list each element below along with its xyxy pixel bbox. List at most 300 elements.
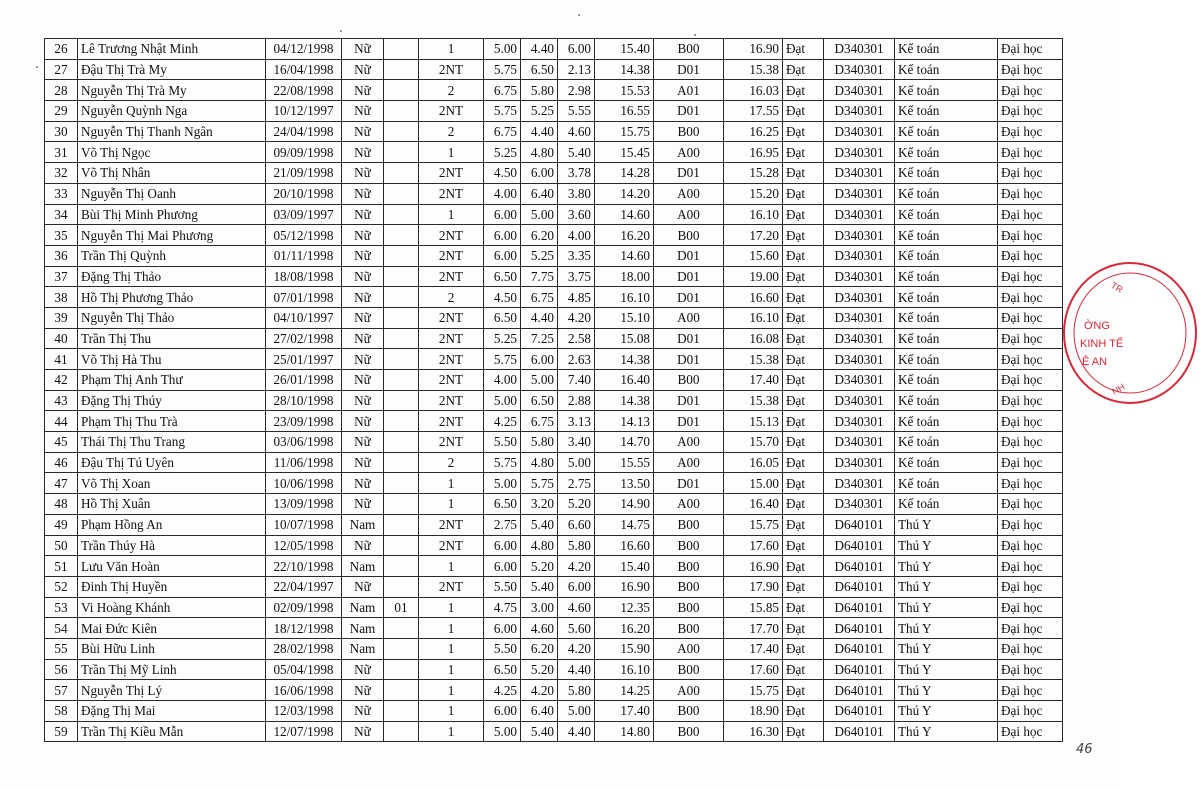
cell-education-level: Đại học bbox=[998, 328, 1063, 349]
cell-subject-2-score: 6.75 bbox=[521, 411, 558, 432]
cell-subject-2-score: 6.75 bbox=[521, 287, 558, 308]
cell-region: 2NT bbox=[419, 245, 484, 266]
table-row bbox=[45, 370, 1063, 391]
cell-subject-1-score: 5.75 bbox=[484, 59, 521, 80]
cell-region: 2NT bbox=[419, 183, 484, 204]
cell-priority-group bbox=[384, 452, 419, 473]
cell-priority-group bbox=[384, 266, 419, 287]
cell-result: Đạt bbox=[783, 432, 824, 453]
cell-subject-2-score: 4.60 bbox=[521, 618, 558, 639]
cell-education-level: Đại học bbox=[998, 514, 1063, 535]
cell-birth-date: 16/04/1998 bbox=[266, 59, 342, 80]
cell-subject-2-score: 6.00 bbox=[521, 349, 558, 370]
cell-total-score: 14.75 bbox=[595, 514, 654, 535]
cell-major-name: Kế toán bbox=[895, 473, 998, 494]
cell-final-score: 16.95 bbox=[724, 142, 783, 163]
cell-birth-date: 12/07/1998 bbox=[266, 721, 342, 742]
cell-stt: 46 bbox=[45, 452, 78, 473]
cell-subject-2-score: 5.80 bbox=[521, 432, 558, 453]
cell-result: Đạt bbox=[783, 225, 824, 246]
cell-gender: Nữ bbox=[342, 721, 384, 742]
cell-total-score: 16.20 bbox=[595, 618, 654, 639]
cell-subject-block: D01 bbox=[654, 101, 724, 122]
cell-education-level: Đại học bbox=[998, 411, 1063, 432]
cell-subject-1-score: 5.75 bbox=[484, 101, 521, 122]
cell-birth-date: 10/07/1998 bbox=[266, 514, 342, 535]
cell-result: Đạt bbox=[783, 142, 824, 163]
cell-education-level: Đại học bbox=[998, 370, 1063, 391]
cell-region: 2 bbox=[419, 452, 484, 473]
cell-result: Đạt bbox=[783, 597, 824, 618]
cell-major-code: D640101 bbox=[824, 618, 895, 639]
table-row bbox=[45, 59, 1063, 80]
cell-major-name: Kế toán bbox=[895, 349, 998, 370]
cell-major-name: Kế toán bbox=[895, 432, 998, 453]
cell-total-score: 14.28 bbox=[595, 163, 654, 184]
cell-stt: 27 bbox=[45, 59, 78, 80]
cell-region: 2NT bbox=[419, 535, 484, 556]
cell-gender: Nữ bbox=[342, 142, 384, 163]
cell-education-level: Đại học bbox=[998, 452, 1063, 473]
cell-major-code: D340301 bbox=[824, 80, 895, 101]
cell-major-code: D340301 bbox=[824, 183, 895, 204]
cell-gender: Nữ bbox=[342, 473, 384, 494]
cell-region: 2NT bbox=[419, 576, 484, 597]
table-row bbox=[45, 163, 1063, 184]
cell-subject-1-score: 5.00 bbox=[484, 390, 521, 411]
cell-stt: 56 bbox=[45, 659, 78, 680]
cell-priority-group bbox=[384, 370, 419, 391]
cell-birth-date: 04/10/1997 bbox=[266, 307, 342, 328]
cell-result: Đạt bbox=[783, 556, 824, 577]
cell-stt: 57 bbox=[45, 680, 78, 701]
cell-major-code: D640101 bbox=[824, 701, 895, 722]
cell-birth-date: 11/06/1998 bbox=[266, 452, 342, 473]
cell-birth-date: 28/10/1998 bbox=[266, 390, 342, 411]
cell-subject-block: B00 bbox=[654, 535, 724, 556]
cell-final-score: 16.40 bbox=[724, 494, 783, 515]
cell-major-code: D340301 bbox=[824, 266, 895, 287]
cell-total-score: 13.50 bbox=[595, 473, 654, 494]
cell-region: 1 bbox=[419, 597, 484, 618]
cell-education-level: Đại học bbox=[998, 721, 1063, 742]
cell-final-score: 15.38 bbox=[724, 390, 783, 411]
cell-full-name: Trần Thị Kiều Mẫn bbox=[78, 721, 266, 742]
cell-major-code: D340301 bbox=[824, 494, 895, 515]
cell-result: Đạt bbox=[783, 163, 824, 184]
cell-gender: Nữ bbox=[342, 121, 384, 142]
cell-subject-1-score: 4.25 bbox=[484, 411, 521, 432]
cell-subject-2-score: 3.00 bbox=[521, 597, 558, 618]
cell-region: 1 bbox=[419, 638, 484, 659]
cell-stt: 42 bbox=[45, 370, 78, 391]
cell-final-score: 16.03 bbox=[724, 80, 783, 101]
cell-stt: 47 bbox=[45, 473, 78, 494]
cell-major-name: Kế toán bbox=[895, 287, 998, 308]
cell-education-level: Đại học bbox=[998, 618, 1063, 639]
cell-final-score: 15.28 bbox=[724, 163, 783, 184]
cell-full-name: Trần Thúy Hà bbox=[78, 535, 266, 556]
cell-region: 1 bbox=[419, 494, 484, 515]
table-row bbox=[45, 556, 1063, 577]
cell-full-name: Võ Thị Xoan bbox=[78, 473, 266, 494]
cell-gender: Nữ bbox=[342, 266, 384, 287]
cell-stt: 43 bbox=[45, 390, 78, 411]
cell-education-level: Đại học bbox=[998, 701, 1063, 722]
cell-education-level: Đại học bbox=[998, 245, 1063, 266]
cell-subject-2-score: 6.50 bbox=[521, 390, 558, 411]
cell-birth-date: 21/09/1998 bbox=[266, 163, 342, 184]
table-row bbox=[45, 121, 1063, 142]
cell-subject-2-score: 7.25 bbox=[521, 328, 558, 349]
cell-total-score: 14.80 bbox=[595, 721, 654, 742]
cell-total-score: 14.70 bbox=[595, 432, 654, 453]
cell-subject-2-score: 4.20 bbox=[521, 680, 558, 701]
cell-priority-group bbox=[384, 556, 419, 577]
red-seal-stamp bbox=[1060, 258, 1200, 408]
cell-region: 2NT bbox=[419, 432, 484, 453]
cell-full-name: Đậu Thị Tú Uyên bbox=[78, 452, 266, 473]
scan-speck bbox=[578, 14, 580, 16]
cell-major-code: D340301 bbox=[824, 245, 895, 266]
table-row bbox=[45, 701, 1063, 722]
cell-birth-date: 26/01/1998 bbox=[266, 370, 342, 391]
cell-major-code: D640101 bbox=[824, 597, 895, 618]
cell-education-level: Đại học bbox=[998, 225, 1063, 246]
cell-major-code: D640101 bbox=[824, 556, 895, 577]
cell-subject-2-score: 5.40 bbox=[521, 721, 558, 742]
cell-gender: Nam bbox=[342, 618, 384, 639]
cell-priority-group bbox=[384, 390, 419, 411]
cell-gender: Nữ bbox=[342, 245, 384, 266]
cell-major-name: Kế toán bbox=[895, 328, 998, 349]
table-row bbox=[45, 245, 1063, 266]
cell-major-name: Thú Y bbox=[895, 597, 998, 618]
cell-priority-group bbox=[384, 328, 419, 349]
cell-major-name: Kế toán bbox=[895, 245, 998, 266]
cell-subject-2-score: 5.20 bbox=[521, 556, 558, 577]
cell-result: Đạt bbox=[783, 514, 824, 535]
cell-gender: Nữ bbox=[342, 411, 384, 432]
cell-final-score: 17.60 bbox=[724, 535, 783, 556]
cell-subject-3-score: 5.80 bbox=[558, 535, 595, 556]
cell-subject-2-score: 4.80 bbox=[521, 535, 558, 556]
cell-region: 1 bbox=[419, 204, 484, 225]
cell-birth-date: 05/12/1998 bbox=[266, 225, 342, 246]
cell-result: Đạt bbox=[783, 287, 824, 308]
cell-birth-date: 22/04/1997 bbox=[266, 576, 342, 597]
cell-subject-3-score: 3.78 bbox=[558, 163, 595, 184]
cell-gender: Nữ bbox=[342, 183, 384, 204]
cell-subject-2-score: 4.40 bbox=[521, 39, 558, 60]
cell-subject-1-score: 5.25 bbox=[484, 328, 521, 349]
cell-major-name: Thú Y bbox=[895, 721, 998, 742]
cell-subject-3-score: 5.60 bbox=[558, 618, 595, 639]
cell-major-name: Kế toán bbox=[895, 121, 998, 142]
cell-final-score: 15.38 bbox=[724, 59, 783, 80]
cell-subject-3-score: 3.35 bbox=[558, 245, 595, 266]
cell-birth-date: 10/12/1997 bbox=[266, 101, 342, 122]
cell-subject-block: B00 bbox=[654, 597, 724, 618]
cell-region: 2NT bbox=[419, 101, 484, 122]
cell-final-score: 15.75 bbox=[724, 680, 783, 701]
cell-full-name: Trần Thị Mỹ Linh bbox=[78, 659, 266, 680]
cell-major-name: Thú Y bbox=[895, 701, 998, 722]
cell-priority-group bbox=[384, 183, 419, 204]
cell-education-level: Đại học bbox=[998, 576, 1063, 597]
cell-total-score: 14.38 bbox=[595, 59, 654, 80]
stamp-text-fragment: ỜNG bbox=[1084, 320, 1110, 332]
cell-result: Đạt bbox=[783, 721, 824, 742]
cell-full-name: Bùi Thị Minh Phương bbox=[78, 204, 266, 225]
cell-education-level: Đại học bbox=[998, 142, 1063, 163]
cell-subject-3-score: 4.85 bbox=[558, 287, 595, 308]
cell-birth-date: 07/01/1998 bbox=[266, 287, 342, 308]
cell-subject-block: D01 bbox=[654, 245, 724, 266]
cell-region: 2NT bbox=[419, 514, 484, 535]
cell-subject-block: A00 bbox=[654, 494, 724, 515]
cell-gender: Nam bbox=[342, 597, 384, 618]
cell-priority-group bbox=[384, 432, 419, 453]
cell-full-name: Đặng Thị Thảo bbox=[78, 266, 266, 287]
cell-education-level: Đại học bbox=[998, 494, 1063, 515]
cell-subject-2-score: 6.00 bbox=[521, 163, 558, 184]
cell-total-score: 16.60 bbox=[595, 535, 654, 556]
cell-result: Đạt bbox=[783, 39, 824, 60]
cell-birth-date: 13/09/1998 bbox=[266, 494, 342, 515]
cell-subject-3-score: 7.40 bbox=[558, 370, 595, 391]
cell-subject-2-score: 4.40 bbox=[521, 307, 558, 328]
cell-birth-date: 03/06/1998 bbox=[266, 432, 342, 453]
cell-subject-block: B00 bbox=[654, 659, 724, 680]
scan-speck bbox=[36, 66, 38, 68]
cell-stt: 48 bbox=[45, 494, 78, 515]
cell-major-code: D640101 bbox=[824, 535, 895, 556]
cell-result: Đạt bbox=[783, 576, 824, 597]
cell-full-name: Nguyễn Thị Mai Phương bbox=[78, 225, 266, 246]
cell-subject-3-score: 5.55 bbox=[558, 101, 595, 122]
table-row bbox=[45, 494, 1063, 515]
cell-result: Đạt bbox=[783, 101, 824, 122]
cell-subject-3-score: 4.20 bbox=[558, 556, 595, 577]
cell-region: 1 bbox=[419, 618, 484, 639]
cell-subject-3-score: 2.75 bbox=[558, 473, 595, 494]
cell-final-score: 16.10 bbox=[724, 204, 783, 225]
cell-subject-1-score: 5.00 bbox=[484, 721, 521, 742]
cell-full-name: Nguyễn Thị Thanh Ngân bbox=[78, 121, 266, 142]
cell-subject-2-score: 5.25 bbox=[521, 101, 558, 122]
cell-subject-3-score: 5.20 bbox=[558, 494, 595, 515]
table-row bbox=[45, 266, 1063, 287]
cell-gender: Nữ bbox=[342, 59, 384, 80]
cell-major-code: D340301 bbox=[824, 204, 895, 225]
cell-region: 2NT bbox=[419, 349, 484, 370]
cell-full-name: Đậu Thị Trà My bbox=[78, 59, 266, 80]
cell-final-score: 16.05 bbox=[724, 452, 783, 473]
cell-priority-group bbox=[384, 411, 419, 432]
cell-subject-1-score: 5.00 bbox=[484, 39, 521, 60]
cell-major-name: Kế toán bbox=[895, 183, 998, 204]
cell-stt: 32 bbox=[45, 163, 78, 184]
cell-subject-1-score: 4.75 bbox=[484, 597, 521, 618]
cell-subject-3-score: 4.20 bbox=[558, 307, 595, 328]
cell-result: Đạt bbox=[783, 80, 824, 101]
cell-gender: Nam bbox=[342, 556, 384, 577]
cell-subject-2-score: 6.40 bbox=[521, 701, 558, 722]
cell-priority-group bbox=[384, 225, 419, 246]
table-row bbox=[45, 597, 1063, 618]
cell-priority-group bbox=[384, 142, 419, 163]
table-row bbox=[45, 183, 1063, 204]
cell-education-level: Đại học bbox=[998, 121, 1063, 142]
cell-subject-1-score: 6.00 bbox=[484, 245, 521, 266]
cell-result: Đạt bbox=[783, 307, 824, 328]
cell-priority-group bbox=[384, 576, 419, 597]
cell-major-name: Thú Y bbox=[895, 556, 998, 577]
cell-education-level: Đại học bbox=[998, 638, 1063, 659]
handwritten-page-number: 46 bbox=[1076, 742, 1093, 757]
cell-stt: 30 bbox=[45, 121, 78, 142]
cell-subject-2-score: 5.75 bbox=[521, 473, 558, 494]
table-row bbox=[45, 307, 1063, 328]
cell-birth-date: 27/02/1998 bbox=[266, 328, 342, 349]
cell-gender: Nữ bbox=[342, 328, 384, 349]
cell-subject-2-score: 5.20 bbox=[521, 659, 558, 680]
cell-education-level: Đại học bbox=[998, 659, 1063, 680]
admission-results-table bbox=[44, 38, 1063, 742]
cell-gender: Nữ bbox=[342, 307, 384, 328]
cell-birth-date: 02/09/1998 bbox=[266, 597, 342, 618]
cell-final-score: 15.13 bbox=[724, 411, 783, 432]
cell-priority-group bbox=[384, 514, 419, 535]
cell-result: Đạt bbox=[783, 59, 824, 80]
cell-major-code: D340301 bbox=[824, 328, 895, 349]
cell-subject-block: D01 bbox=[654, 390, 724, 411]
cell-major-code: D340301 bbox=[824, 307, 895, 328]
cell-birth-date: 03/09/1997 bbox=[266, 204, 342, 225]
cell-subject-2-score: 6.20 bbox=[521, 225, 558, 246]
cell-region: 1 bbox=[419, 701, 484, 722]
cell-gender: Nữ bbox=[342, 163, 384, 184]
cell-subject-1-score: 6.50 bbox=[484, 659, 521, 680]
cell-birth-date: 01/11/1998 bbox=[266, 245, 342, 266]
cell-birth-date: 23/09/1998 bbox=[266, 411, 342, 432]
cell-result: Đạt bbox=[783, 638, 824, 659]
cell-priority-group bbox=[384, 535, 419, 556]
cell-subject-1-score: 6.75 bbox=[484, 80, 521, 101]
cell-stt: 36 bbox=[45, 245, 78, 266]
cell-stt: 38 bbox=[45, 287, 78, 308]
cell-result: Đạt bbox=[783, 680, 824, 701]
cell-major-name: Kế toán bbox=[895, 266, 998, 287]
cell-major-name: Thú Y bbox=[895, 576, 998, 597]
cell-subject-2-score: 7.75 bbox=[521, 266, 558, 287]
cell-subject-2-score: 5.80 bbox=[521, 80, 558, 101]
cell-major-code: D340301 bbox=[824, 390, 895, 411]
cell-stt: 59 bbox=[45, 721, 78, 742]
table-row bbox=[45, 142, 1063, 163]
cell-education-level: Đại học bbox=[998, 59, 1063, 80]
cell-full-name: Thái Thị Thu Trang bbox=[78, 432, 266, 453]
cell-stt: 41 bbox=[45, 349, 78, 370]
cell-subject-3-score: 6.00 bbox=[558, 39, 595, 60]
cell-birth-date: 28/02/1998 bbox=[266, 638, 342, 659]
cell-stt: 34 bbox=[45, 204, 78, 225]
cell-major-name: Thú Y bbox=[895, 514, 998, 535]
stamp-text-fragment: NH bbox=[1110, 381, 1127, 397]
cell-gender: Nam bbox=[342, 514, 384, 535]
cell-major-code: D340301 bbox=[824, 121, 895, 142]
table-row bbox=[45, 576, 1063, 597]
cell-stt: 33 bbox=[45, 183, 78, 204]
cell-total-score: 16.10 bbox=[595, 659, 654, 680]
cell-birth-date: 24/04/1998 bbox=[266, 121, 342, 142]
cell-major-name: Kế toán bbox=[895, 411, 998, 432]
cell-subject-1-score: 4.50 bbox=[484, 163, 521, 184]
cell-final-score: 15.85 bbox=[724, 597, 783, 618]
cell-major-code: D340301 bbox=[824, 349, 895, 370]
cell-result: Đạt bbox=[783, 204, 824, 225]
cell-total-score: 14.60 bbox=[595, 245, 654, 266]
cell-full-name: Võ Thị Nhân bbox=[78, 163, 266, 184]
cell-subject-1-score: 5.50 bbox=[484, 576, 521, 597]
cell-final-score: 16.90 bbox=[724, 39, 783, 60]
cell-birth-date: 18/08/1998 bbox=[266, 266, 342, 287]
cell-result: Đạt bbox=[783, 659, 824, 680]
table-row bbox=[45, 349, 1063, 370]
stamp-text-fragment: KINH TẾ bbox=[1080, 338, 1124, 350]
cell-region: 2NT bbox=[419, 370, 484, 391]
cell-subject-2-score: 4.80 bbox=[521, 452, 558, 473]
cell-full-name: Đặng Thị Mai bbox=[78, 701, 266, 722]
cell-education-level: Đại học bbox=[998, 680, 1063, 701]
cell-subject-3-score: 4.00 bbox=[558, 225, 595, 246]
cell-full-name: Nguyễn Thị Lý bbox=[78, 680, 266, 701]
cell-subject-1-score: 6.00 bbox=[484, 618, 521, 639]
cell-full-name: Hồ Thị Xuân bbox=[78, 494, 266, 515]
cell-region: 2NT bbox=[419, 307, 484, 328]
cell-subject-3-score: 4.40 bbox=[558, 721, 595, 742]
cell-full-name: Trần Thị Thu bbox=[78, 328, 266, 349]
cell-education-level: Đại học bbox=[998, 535, 1063, 556]
cell-full-name: Phạm Thị Thu Trà bbox=[78, 411, 266, 432]
cell-region: 1 bbox=[419, 721, 484, 742]
table-row bbox=[45, 80, 1063, 101]
table-row bbox=[45, 680, 1063, 701]
cell-major-code: D340301 bbox=[824, 59, 895, 80]
cell-final-score: 15.75 bbox=[724, 514, 783, 535]
table-row bbox=[45, 432, 1063, 453]
cell-education-level: Đại học bbox=[998, 80, 1063, 101]
cell-subject-block: A00 bbox=[654, 432, 724, 453]
cell-gender: Nữ bbox=[342, 390, 384, 411]
cell-subject-2-score: 5.25 bbox=[521, 245, 558, 266]
cell-final-score: 17.90 bbox=[724, 576, 783, 597]
cell-subject-1-score: 6.00 bbox=[484, 556, 521, 577]
cell-priority-group bbox=[384, 59, 419, 80]
cell-subject-1-score: 6.00 bbox=[484, 204, 521, 225]
cell-gender: Nữ bbox=[342, 39, 384, 60]
cell-stt: 53 bbox=[45, 597, 78, 618]
cell-total-score: 14.60 bbox=[595, 204, 654, 225]
cell-education-level: Đại học bbox=[998, 349, 1063, 370]
scan-speck bbox=[694, 34, 696, 36]
cell-birth-date: 18/12/1998 bbox=[266, 618, 342, 639]
stamp-text-fragment: Ệ AN bbox=[1082, 356, 1108, 368]
cell-education-level: Đại học bbox=[998, 307, 1063, 328]
cell-priority-group bbox=[384, 39, 419, 60]
cell-subject-2-score: 6.20 bbox=[521, 638, 558, 659]
